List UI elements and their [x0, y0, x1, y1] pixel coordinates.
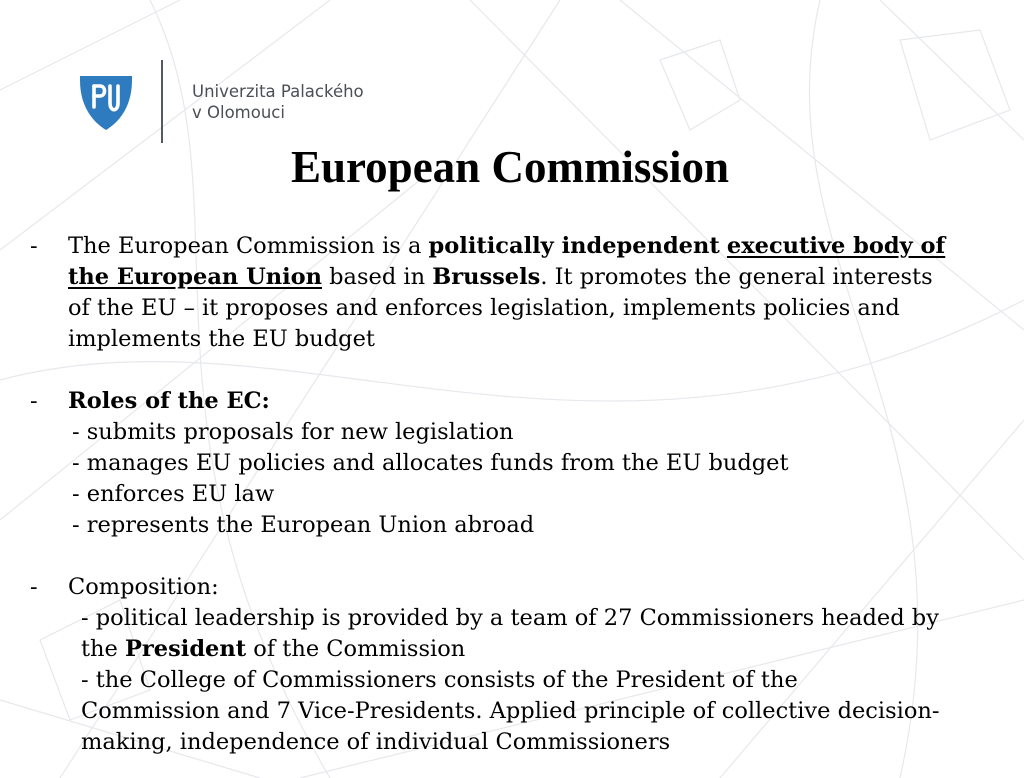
- spacer: [0, 541, 1024, 572]
- bullet-composition: [0, 572, 948, 603]
- intro-text-2: based in: [321, 264, 433, 290]
- composition-text-2: of the Commission: [246, 636, 466, 662]
- roles-item: - enforces EU law: [72, 481, 275, 507]
- intro-bold-independent: politically independent: [428, 233, 720, 259]
- intro-executive-body: executive body of the European Union: [68, 233, 946, 290]
- composition-item-college: - the College of Commissioners consists of the President of the Commission and 7 Vice-Presidents. Applied principle of collective decision-making, independence of individual Commissioners: [81, 667, 940, 755]
- intro-text-3: . It promotes the general interests of the EU – it proposes and enforces legislation, implements policies and implements the EU budget: [68, 264, 933, 352]
- composition-item-leadership: [0, 603, 941, 665]
- university-name-line1: Univerzita Palackého: [192, 82, 364, 101]
- bullet-dash: -: [30, 233, 38, 259]
- bullet-dash: -: [30, 574, 38, 600]
- roles-item: - submits proposals for new legislation: [72, 419, 514, 445]
- roles-item: - represents the European Union abroad: [72, 512, 535, 538]
- bullet-intro: [0, 231, 948, 355]
- intro-bold-brussels: Brussels: [432, 264, 541, 290]
- university-emblem-icon: [79, 73, 133, 131]
- composition-bold-president: President: [125, 636, 247, 662]
- bullet-roles: [0, 386, 948, 417]
- university-name: [192, 81, 364, 123]
- roles-heading: Roles of the EC:: [68, 388, 270, 414]
- page-title: European Commission: [290, 142, 729, 192]
- slide-content: [0, 231, 1024, 758]
- bullet-dash: -: [30, 388, 38, 414]
- roles-item: - manages EU policies and allocates funds from the EU budget: [72, 450, 789, 476]
- intro-text-1: The European Commission is a: [68, 233, 429, 259]
- composition-heading: Composition:: [68, 574, 219, 600]
- logo-divider: [161, 60, 163, 143]
- intro-space: [720, 233, 727, 259]
- composition-text-1: - political leadership is provided by a team of 27 Commissioners headed by the: [81, 605, 939, 662]
- university-name-line2: v Olomouci: [192, 103, 285, 122]
- spacer: [0, 355, 1024, 386]
